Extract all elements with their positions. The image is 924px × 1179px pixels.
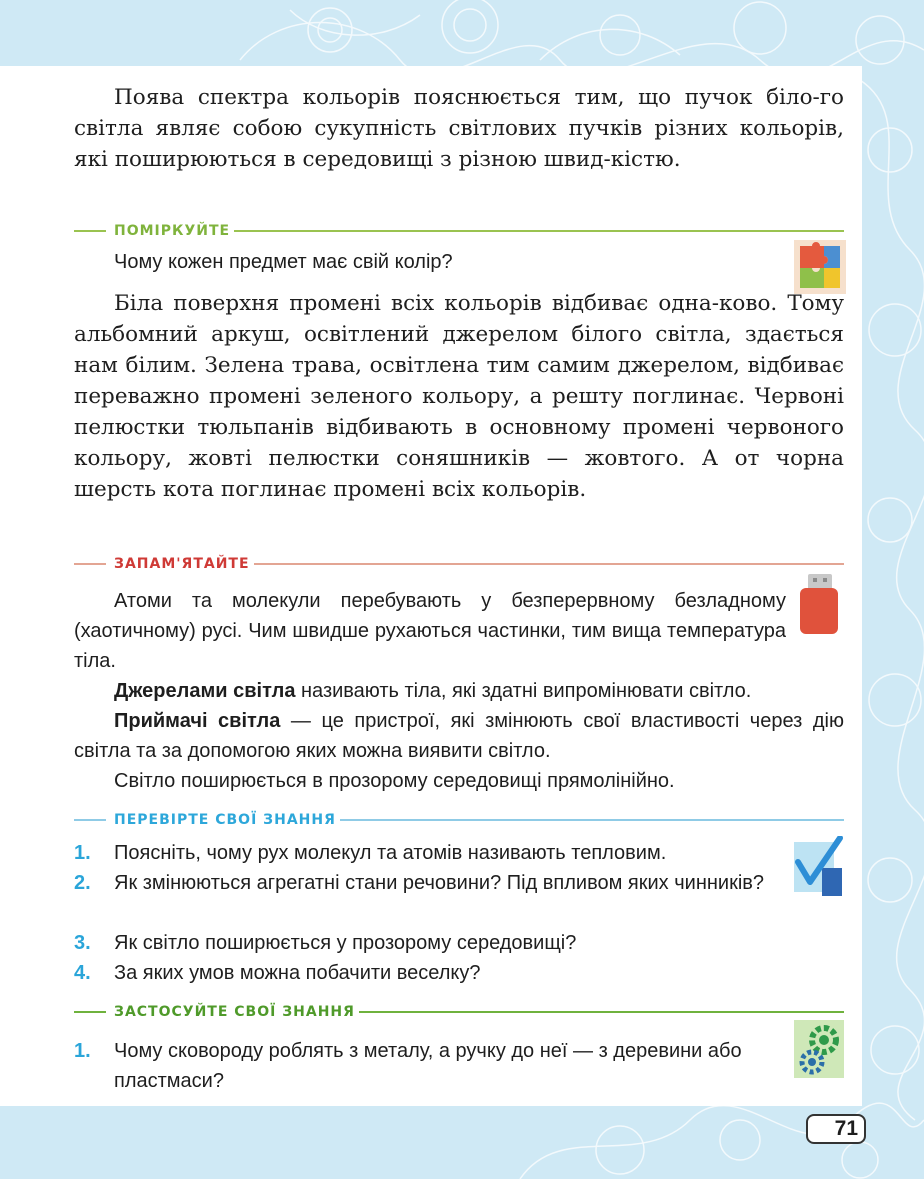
term-light-sources: Джерелами світла [114, 680, 296, 702]
remember-straight-line: Світло поширюється в прозорому середовищі прямолінійно. [114, 770, 675, 792]
paragraph-colors: Біла поверхня промені всіх кольорів відбиває одна-ково. Тому альбомний аркуш, освітлений джерелом білого світла, здається нам білим. Зелена трава, освітлена тим самим джерелом, відбиває переважно промені зеленого кольору, а решту поглинає. Червоні пелюстки тюльпанів відбивають в основному промені червоного кольору, жовті пелюстки соняшників — жовтого. А от чорна шерсть кота поглинає промені всіх кольорів. [74, 291, 844, 502]
check-section-header [74, 811, 844, 829]
usb-drive-icon [794, 572, 844, 636]
check-item-number: 4. [74, 962, 91, 984]
remember-section-header [74, 555, 844, 573]
check-heading: ПЕРЕВІРТЕ СВОЇ ЗНАННЯ [114, 812, 336, 828]
remember-atoms: Атоми та молекули перебувають у безперервному безладному (хаотичному) русі. Чим швидше рухаються частинки, тим вища температура тіла. [74, 590, 786, 672]
check-item-2: Як змінюються агрегатні стани речовини? Під впливом яких чинників? [114, 872, 765, 894]
apply-item-number: 1. [74, 1040, 91, 1062]
check-item-1: Поясніть, чому рух молекул та атомів називають тепловим. [114, 842, 667, 864]
think-section-header [74, 222, 844, 240]
check-item-4: За яких умов можна побачити веселку? [114, 962, 481, 984]
check-item-number: 1. [74, 842, 91, 864]
check-item-number: 2. [74, 872, 91, 894]
term-light-receivers: Приймачі світла [114, 710, 281, 732]
remember-light-receivers: Приймачі світла — це пристрої, які змінюють свої властивості через дію світла та за допомогою яких можна виявити світло. [74, 710, 844, 762]
gears-icon [794, 1020, 844, 1078]
remember-heading: ЗАПАМ'ЯТАЙТЕ [114, 556, 250, 572]
think-question: Чому кожен предмет має свій колір? [114, 251, 453, 273]
page-number: 71 [806, 1114, 866, 1144]
checkmark-icon [794, 836, 844, 898]
paragraph-spectrum: Поява спектра кольорів пояснюється тим, що пучок біло-го світла являє собою сукупність світлових пучків різних кольорів, які поширюються в середовищі з різною швид-кістю. [74, 85, 844, 172]
check-item-number: 3. [74, 932, 91, 954]
check-item-3: Як світло поширюється у прозорому середовищі? [114, 932, 577, 954]
apply-section-header [74, 1003, 844, 1021]
think-heading: ПОМІРКУЙТЕ [114, 223, 231, 239]
remember-light-sources: Джерелами світла називають тіла, які здатні випромінювати світло. [114, 680, 752, 702]
apply-heading: ЗАСТОСУЙТЕ СВОЇ ЗНАННЯ [114, 1004, 355, 1020]
apply-item-1: Чому сковороду роблять з металу, а ручку до неї — з деревини або пластмаси? [114, 1040, 742, 1092]
